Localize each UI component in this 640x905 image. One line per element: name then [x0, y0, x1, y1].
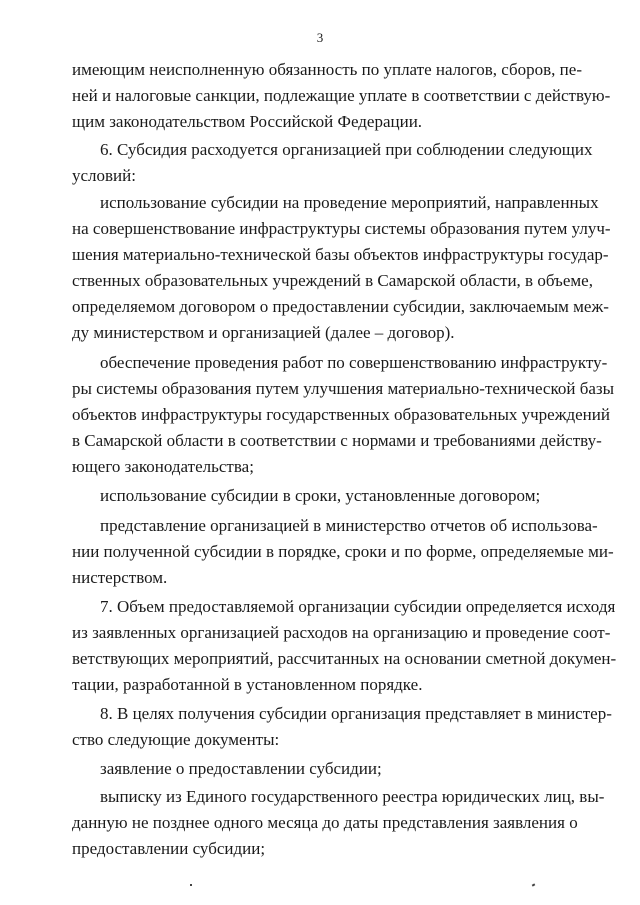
text-line: использование субсидии на проведение мероприятий, направленных — [100, 193, 599, 212]
text-line: 8. В целях получения субсидии организация представляет в министер- — [100, 704, 612, 723]
text-line: шения материально-технической базы объектов инфраструктуры государ- — [72, 245, 609, 264]
scan-speck — [532, 883, 536, 886]
text-line: представление организацией в министерство отчетов об использова- — [100, 516, 598, 535]
text-line: ветствующих мероприятий, рассчитанных на основании сметной докумен- — [72, 649, 617, 668]
text-line: ство следующие документы: — [72, 730, 280, 749]
text-line: ющего законодательства; — [72, 457, 254, 476]
text-line: 6. Субсидия расходуется организацией при соблюдении следующих — [100, 140, 593, 159]
text-line: объектов инфраструктуры государственных образовательных учреждений — [72, 405, 610, 424]
text-line: условий: — [72, 166, 136, 185]
text-line: ры системы образования путем улучшения материально-технической базы — [72, 379, 615, 398]
text-line: из заявленных организацией расходов на организацию и проведение соот- — [72, 623, 611, 642]
text-line: ней и налоговые санкции, подлежащие уплате в соответствии с действую- — [72, 86, 611, 105]
text-line: определяемом договором о предоставлении субсидии, заключаемым меж- — [72, 297, 609, 316]
text-line: предоставлении субсидии; — [72, 839, 266, 858]
text-line: в Самарской области в соответствии с нормами и требованиями действу- — [72, 431, 602, 450]
text-line: обеспечение проведения работ по совершенствованию инфраструкту- — [100, 353, 608, 372]
text-line: щим законодательством Российской Федерации. — [72, 112, 423, 131]
text-line: нистерством. — [72, 568, 168, 587]
text-line: заявление о предоставлении субсидии; — [100, 759, 382, 778]
page-number: 3 — [316, 30, 324, 45]
text-line: данную не позднее одного месяца до даты представления заявления о — [72, 813, 578, 832]
text-line: тации, разработанной в установленном порядке. — [72, 675, 423, 694]
text-line: использование субсидии в сроки, установленные договором; — [100, 486, 541, 505]
text-line: ду министерством и организацией (далее – договор). — [72, 323, 455, 342]
text-line: 7. Объем предоставляемой организации субсидии определяется исходя — [100, 597, 616, 616]
scan-speck — [190, 884, 192, 886]
text-line: имеющим неисполненную обязанность по уплате налогов, сборов, пе- — [72, 60, 582, 79]
text-line: выписку из Единого государственного реестра юридических лиц, вы- — [100, 787, 605, 806]
text-line: ственных образовательных учреждений в Самарской области, в объеме, — [72, 271, 593, 290]
text-line: нии полученной субсидии в порядке, сроки и по форме, определяемые ми- — [72, 542, 614, 561]
text-line: на совершенствование инфраструктуры системы образования путем улуч- — [72, 219, 611, 238]
